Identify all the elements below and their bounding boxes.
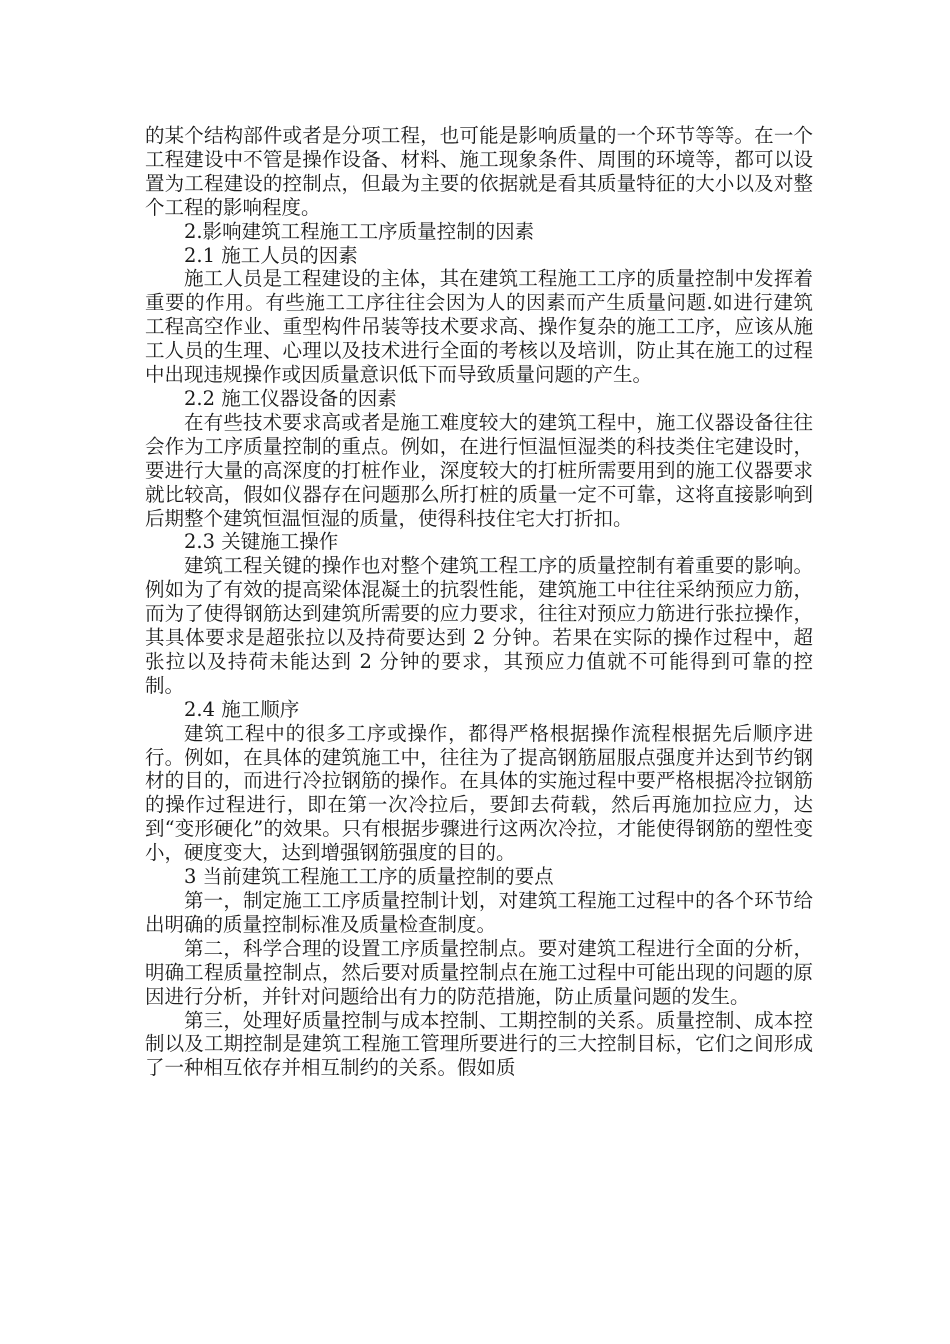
section-heading-3: 3 当前建筑工程施工工序的质量控制的要点 [184,865,554,889]
subsection-heading-2-4: 2.4 施工顺序 [184,697,300,721]
paragraph: 在有些技术要求高或者是施工难度较大的建筑工程中，施工仪器设备往往会作为工序质量控制的重点。例如，在进行恒温恒湿类的科技类住宅建设时，要进行大量的高深度的打桩作业，深度较大的打桩所需要用到的施工仪器要求就比较高，假如仪器存在问题那么所打桩的质量一定不可靠，这将直接影响到后期整个建筑恒温恒湿的质量，使得科技住宅大打折扣。 [145,410,813,530]
document-body [145,124,813,1080]
paragraph: 第一，制定施工工序质量控制计划，对建筑工程施工过程中的各个环节给出明确的质量控制标准及质量检查制度。 [145,889,813,936]
paragraph-continued: 的某个结构部件或者是分项工程，也可能是影响质量的一个环节等等。在一个工程建设中不管是操作设备、材料、施工现象条件、周围的环境等，都可以设置为工程建设的控制点，但最为主要的依据就是看其质量特征的大小以及对整个工程的影响程度。 [145,124,813,219]
subsection-heading-2-1: 2.1 施工人员的因素 [184,243,358,267]
paragraph: 第二，科学合理的设置工序质量控制点。要对建筑工程进行全面的分析，明确工程质量控制点，然后要对质量控制点在施工过程中可能出现的问题的原因进行分析，并针对问题给出有力的防范措施，防止质量问题的发生。 [145,936,813,1008]
paragraph: 施工人员是工程建设的主体，其在建筑工程施工工序的质量控制中发挥着重要的作用。有些施工工序往往会因为人的因素而产生质量问题.如进行建筑工程高空作业、重型构件吊装等技术要求高、操作复杂的施工工序，应该从施工人员的生理、心理以及技术进行全面的考核以及培训，防止其在施工的过程中出现违规操作或因质量意识低下而导致质量问题的产生。 [145,267,813,387]
section-heading-2: 2.影响建筑工程施工工序质量控制的因素 [184,219,535,243]
paragraph: 建筑工程关键的操作也对整个建筑工程工序的质量控制有着重要的影响。例如为了有效的提高梁体混凝土的抗裂性能，建筑施工中往往采纳预应力筋，而为了使得钢筋达到建筑所需要的应力要求，往往对预应力筋进行张拉操作，其具体要求是超张拉以及持荷要达到 2 分钟。若果在实际的操作过程中，超张拉以及持荷未能达到 2 分钟的要求，其预应力值就不可能得到可靠的控制。 [145,554,813,697]
subsection-heading-2-2: 2.2 施工仪器设备的因素 [184,386,397,410]
subsection-heading-2-3: 2.3 关键施工操作 [184,530,339,554]
paragraph: 第三，处理好质量控制与成本控制、工期控制的关系。质量控制、成本控制以及工期控制是建筑工程施工管理所要进行的三大控制目标，它们之间形成了一种相互依存并相互制约的关系。假如质 [145,1008,813,1080]
paragraph: 建筑工程中的很多工序或操作，都得严格根据操作流程根据先后顺序进行。例如，在具体的建筑施工中，往往为了提高钢筋屈服点强度并达到节约钢材的目的，而进行冷拉钢筋的操作。在具体的实施过程中要严格根据冷拉钢筋的操作过程进行，即在第一次冷拉后，要卸去荷载，然后再施加拉应力，达到“变形硬化”的效果。只有根据步骤进行这两次冷拉，才能使得钢筋的塑性变小，硬度变大，达到增强钢筋强度的目的。 [145,721,813,865]
